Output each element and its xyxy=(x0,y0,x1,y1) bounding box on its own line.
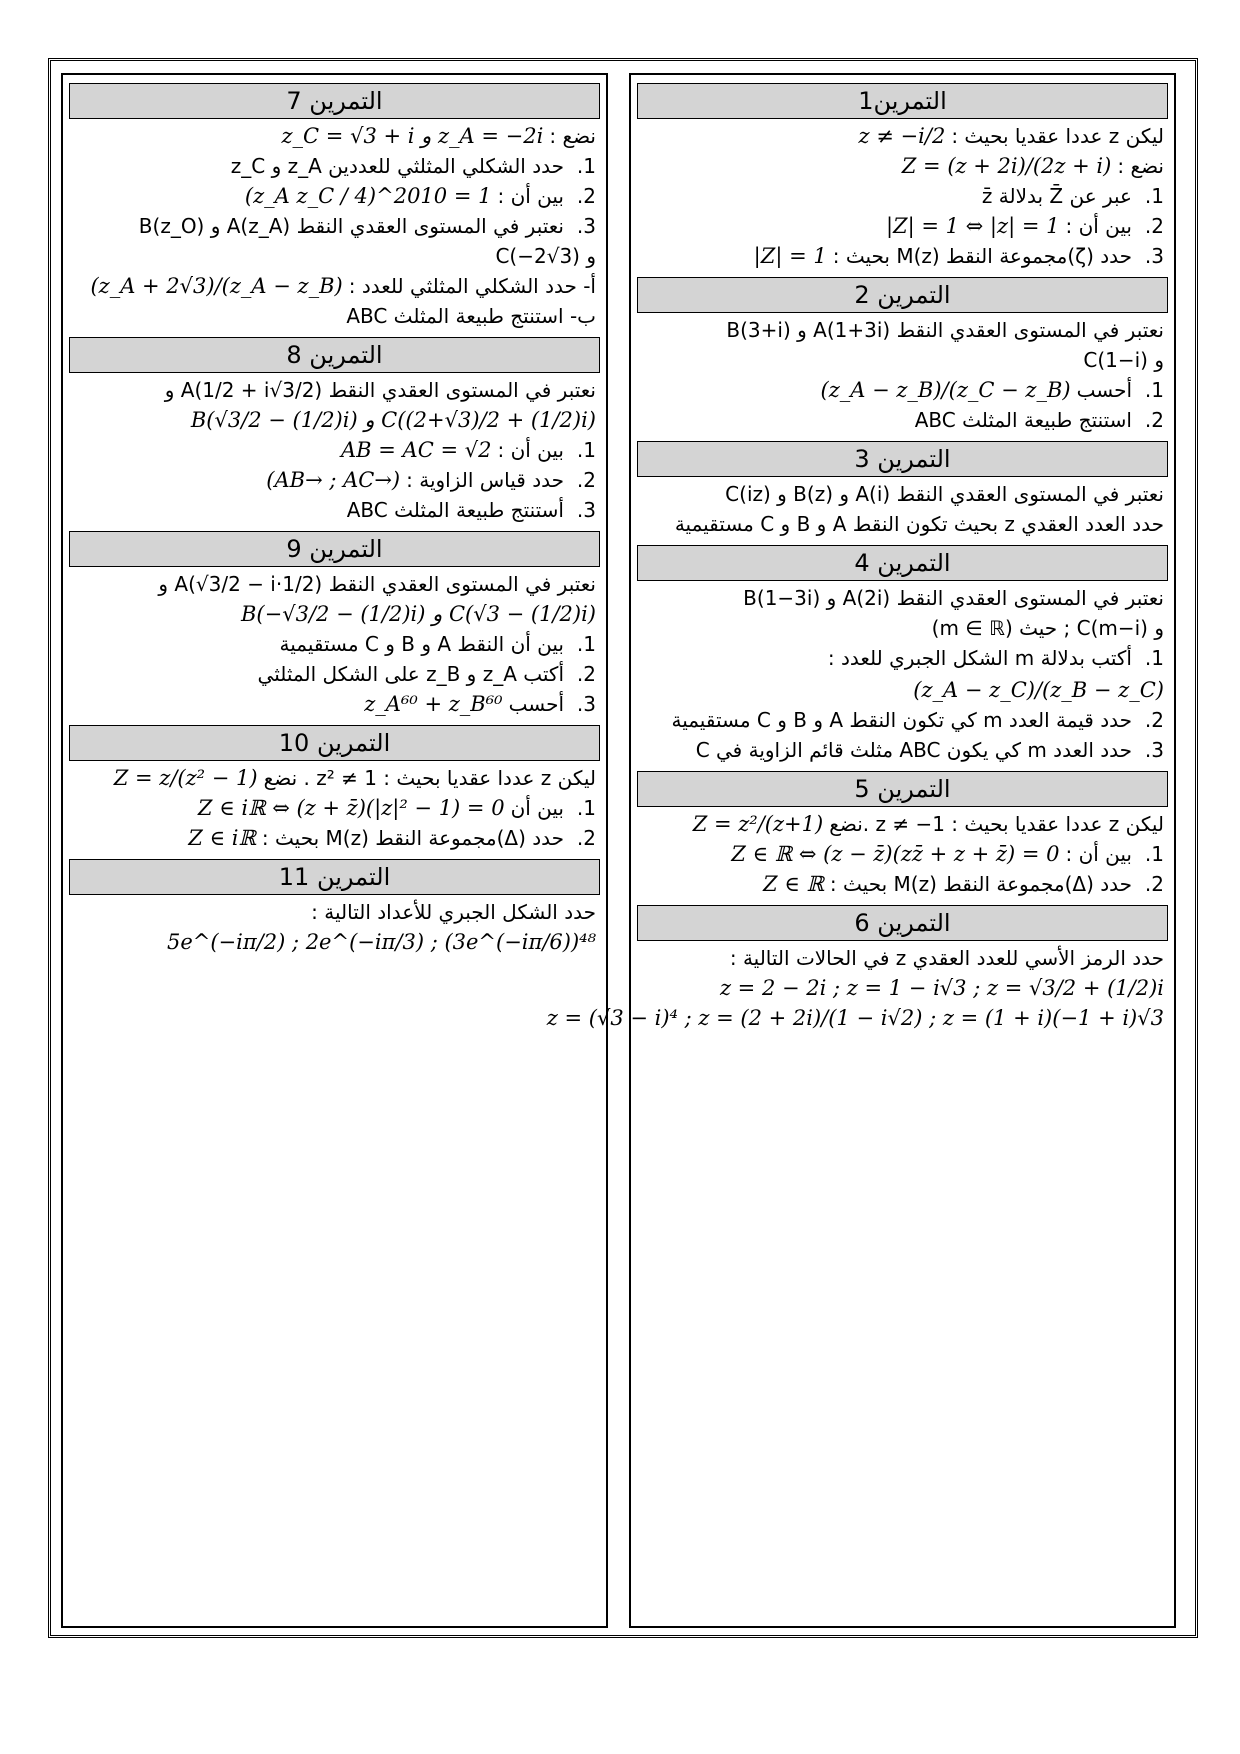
exercise-line xyxy=(73,899,596,925)
exercise-line xyxy=(641,243,1164,269)
item-number: 3. xyxy=(576,692,596,716)
exercise-body xyxy=(631,585,1174,763)
exercise-title: التمرين 5 xyxy=(637,771,1168,807)
item-number: 1. xyxy=(1144,842,1164,866)
exercise-line xyxy=(641,153,1164,179)
exercise-body xyxy=(63,377,606,523)
exercise-line xyxy=(73,765,596,791)
exercise-line xyxy=(546,1005,1164,1031)
item-text: حدد الشكلي المثلثي للعددين z_A و z_C xyxy=(230,154,564,178)
item-number: 1. xyxy=(1144,646,1164,670)
item-text: نضع : xyxy=(549,124,596,148)
exercise-line xyxy=(641,511,1164,537)
item-text: ليكن z عددا عقديا بحيث : z ≠ −1 .نضع xyxy=(829,812,1164,836)
exercise-line xyxy=(73,407,596,433)
exercise-title: التمرين 6 xyxy=(637,905,1168,941)
math-expression: Z = (z + 2i)/(2z + i) xyxy=(901,154,1112,178)
exercise-body xyxy=(631,811,1174,897)
item-number: 2. xyxy=(1144,708,1164,732)
item-number: 2. xyxy=(1144,872,1164,896)
item-text: عبر عن Z̄ بدلالة z̄ xyxy=(981,184,1132,208)
item-number: 2. xyxy=(576,826,596,850)
item-text: حدد الرمز الأسي للعدد العقدي z في الحالات التالية : xyxy=(729,946,1164,970)
math-expression: (z_A z_C / 4)^2010 = 1 xyxy=(244,184,492,208)
item-text: نعتبر في المستوى العقدي النقط A(i) و B(z) و C(iz) xyxy=(725,482,1164,506)
math-expression: z ≠ −i/2 xyxy=(858,124,946,148)
item-text: حدد العدد m كي يكون ABC مثلث قائم الزاوية في C xyxy=(695,738,1132,762)
item-text: ليكن z عددا عقديا بحيث : xyxy=(951,124,1164,148)
math-expression: B(−√3/2 − (1/2)i) و C(√3 − (1/2)i) xyxy=(241,602,596,626)
exercise-line xyxy=(641,481,1164,507)
item-number: 3. xyxy=(576,498,596,522)
item-text: استنتج طبيعة المثلث ABC xyxy=(914,408,1132,432)
item-number: 3. xyxy=(576,214,596,238)
math-expression: Z = z²/(z+1) xyxy=(692,812,824,836)
item-text: و C(1−i) xyxy=(1083,348,1164,372)
item-text: بين أن : xyxy=(1065,842,1132,866)
left-column xyxy=(61,73,608,1628)
item-number: 2. xyxy=(576,184,596,208)
item-number: 1. xyxy=(576,438,596,462)
item-text: و C(−2√3) xyxy=(495,244,596,268)
exercise-title: التمرين1 xyxy=(637,83,1168,119)
exercise-line xyxy=(73,467,596,493)
math-expression: z_A⁶⁰ + z_B⁶⁰ xyxy=(364,692,503,716)
exercise-title: التمرين 11 xyxy=(69,859,600,895)
item-text: أ- حدد الشكلي المثلثي للعدد : xyxy=(348,274,596,298)
item-number: 3. xyxy=(1144,738,1164,762)
exercise-body xyxy=(631,317,1174,433)
exercise-line xyxy=(641,871,1164,897)
exercise-line xyxy=(73,153,596,179)
item-text: حدد العدد العقدي z بحيث تكون النقط A و B و C مستقيمية xyxy=(674,512,1164,536)
exercise-line xyxy=(73,825,596,851)
exercise-line xyxy=(73,183,596,209)
exercise-line xyxy=(73,303,596,329)
math-expression: (z_A + 2√3)/(z_A − z_B) xyxy=(90,274,343,298)
item-number: 2. xyxy=(576,468,596,492)
item-number: 2. xyxy=(1144,214,1164,238)
exercise-line xyxy=(73,661,596,687)
exercise-line xyxy=(73,795,596,821)
exercise-line xyxy=(641,213,1164,239)
item-number: 1. xyxy=(576,632,596,656)
item-number: 2. xyxy=(1144,408,1164,432)
exercise-line xyxy=(73,631,596,657)
exercise-line xyxy=(641,407,1164,433)
item-text: بين أن : xyxy=(497,184,564,208)
math-expression: z = (√3 − i)⁴ ; z = (2 + 2i)/(1 − i√2) ; z = (1 + i)(−1 + i)√3 xyxy=(546,1006,1164,1030)
exercise-line xyxy=(641,811,1164,837)
math-expression: |Z| = 1 ⇔ |z| = 1 xyxy=(885,214,1060,238)
exercise-title: التمرين 10 xyxy=(69,725,600,761)
item-number: 3. xyxy=(1144,244,1164,268)
right-column xyxy=(546,73,1176,1628)
math-expression: Z ∈ ℝ xyxy=(762,872,824,896)
item-number: 1. xyxy=(576,154,596,178)
item-text: أكتب بدلالة m الشكل الجبري للعدد : xyxy=(827,646,1132,670)
exercise-body xyxy=(63,765,606,851)
item-text: حدد الشكل الجبري للأعداد التالية : xyxy=(311,900,596,924)
math-expression: Z ∈ iℝ ⇔ (z + z̄)(|z|² − 1) = 0 xyxy=(197,796,505,820)
exercise-line xyxy=(641,183,1164,209)
exercise-body xyxy=(631,123,1174,269)
exercise-body xyxy=(546,945,1174,1031)
exercise-line xyxy=(641,945,1164,971)
item-text: نعتبر في المستوى العقدي النقط A(1+3i) و B(3+i) xyxy=(726,318,1164,342)
item-text: بين أن النقط A و B و C مستقيمية xyxy=(279,632,564,656)
page-frame xyxy=(48,58,1198,1638)
item-number: 1. xyxy=(1144,184,1164,208)
math-expression: z_C = √3 + i و z_A = −2i xyxy=(281,124,544,148)
math-expression: B(√3/2 − (1/2)i) و C((2+√3)/2 + (1/2)i) xyxy=(190,408,596,432)
math-expression: (z_A − z_C)/(z_B − z_C) xyxy=(913,678,1164,702)
math-expression: AB = AC = √2 xyxy=(341,438,492,462)
math-expression: Z ∈ ℝ ⇔ (z − z̄)(zz̄ + z + z̄) = 0 xyxy=(731,842,1060,866)
exercise-line xyxy=(641,347,1164,373)
item-text: أكتب z_A و z_B على الشكل المثلثي xyxy=(257,662,564,686)
exercise-line xyxy=(641,585,1164,611)
item-text: نعتبر في المستوى العقدي النقط A(2i) و B(1−3i) xyxy=(743,586,1164,610)
exercise-line xyxy=(641,737,1164,763)
math-expression: |Z| = 1 xyxy=(753,244,827,268)
exercise-line xyxy=(73,243,596,269)
item-text: حدد (Δ)مجموعة النقط M(z) بحيث : xyxy=(829,872,1132,896)
item-text: نعتبر في المستوى العقدي النقط A(z_A) و B(z_O) xyxy=(138,214,564,238)
item-text: حدد (Δ)مجموعة النقط M(z) بحيث : xyxy=(261,826,564,850)
item-text: حدد قياس الزاوية : xyxy=(406,468,564,492)
exercise-line xyxy=(73,929,596,955)
item-number: 1. xyxy=(1144,378,1164,402)
math-expression: Z ∈ iℝ xyxy=(188,826,256,850)
item-text: أستنتج طبيعة المثلث ABC xyxy=(346,498,564,522)
exercise-body xyxy=(63,123,606,329)
item-text: و C(m−i) ; حيث (m ∈ ℝ) xyxy=(931,616,1164,640)
exercise-line xyxy=(641,317,1164,343)
item-text: نعتبر في المستوى العقدي النقط A(1/2 + i√3/2) و xyxy=(164,378,596,402)
exercise-line xyxy=(641,123,1164,149)
exercise-line xyxy=(73,377,596,403)
item-text: بين أن : xyxy=(497,438,564,462)
exercise-line xyxy=(73,213,596,239)
item-text: أحسب xyxy=(508,692,564,716)
exercise-line xyxy=(73,571,596,597)
math-expression: (AB→ ; AC→) xyxy=(266,468,401,492)
exercise-line xyxy=(73,123,596,149)
item-text: ب- استنتج طبيعة المثلث ABC xyxy=(346,304,596,328)
exercise-line xyxy=(73,437,596,463)
exercise-body xyxy=(631,481,1174,537)
math-expression: Z = z/(z² − 1) xyxy=(113,766,258,790)
exercise-line xyxy=(73,601,596,627)
exercise-line xyxy=(641,377,1164,403)
item-text: حدد قيمة العدد m كي تكون النقط A و B و C مستقيمية xyxy=(671,708,1132,732)
exercise-line xyxy=(641,615,1164,641)
exercise-body xyxy=(63,571,606,717)
exercise-title: التمرين 8 xyxy=(69,337,600,373)
exercise-line xyxy=(641,645,1164,703)
math-expression: z = 2 − 2i ; z = 1 − i√3 ; z = √3/2 + (1/2)i xyxy=(719,976,1164,1000)
math-expression: (z_A − z_B)/(z_C − z_B) xyxy=(820,378,1071,402)
item-text: بين أن xyxy=(510,796,564,820)
item-text: حدد (ζ)مجموعة النقط M(z) بحيث : xyxy=(832,244,1132,268)
exercise-line xyxy=(641,707,1164,733)
exercise-title: التمرين 7 xyxy=(69,83,600,119)
exercise-line xyxy=(641,975,1164,1001)
exercise-line xyxy=(73,273,596,299)
exercise-title: التمرين 3 xyxy=(637,441,1168,477)
item-text: نعتبر في المستوى العقدي النقط A(√3/2 − i·1/2) و xyxy=(158,572,596,596)
exercise-title: التمرين 4 xyxy=(637,545,1168,581)
exercise-title: التمرين 9 xyxy=(69,531,600,567)
exercise-body xyxy=(63,899,606,955)
math-expression: 5e^(−iπ/2) ; 2e^(−iπ/3) ; (3e^(−iπ/6))⁴⁸ xyxy=(166,930,596,954)
exercise-line xyxy=(641,841,1164,867)
item-text: بين أن : xyxy=(1065,214,1132,238)
item-number: 1. xyxy=(576,796,596,820)
item-text: أحسب xyxy=(1076,378,1132,402)
exercise-title: التمرين 2 xyxy=(637,277,1168,313)
exercise-line xyxy=(73,497,596,523)
exercise-line xyxy=(73,691,596,717)
item-text: نضع : xyxy=(1117,154,1164,178)
item-text: ليكن z عددا عقديا بحيث : z² ≠ 1 . نضع xyxy=(263,766,596,790)
item-number: 2. xyxy=(576,662,596,686)
